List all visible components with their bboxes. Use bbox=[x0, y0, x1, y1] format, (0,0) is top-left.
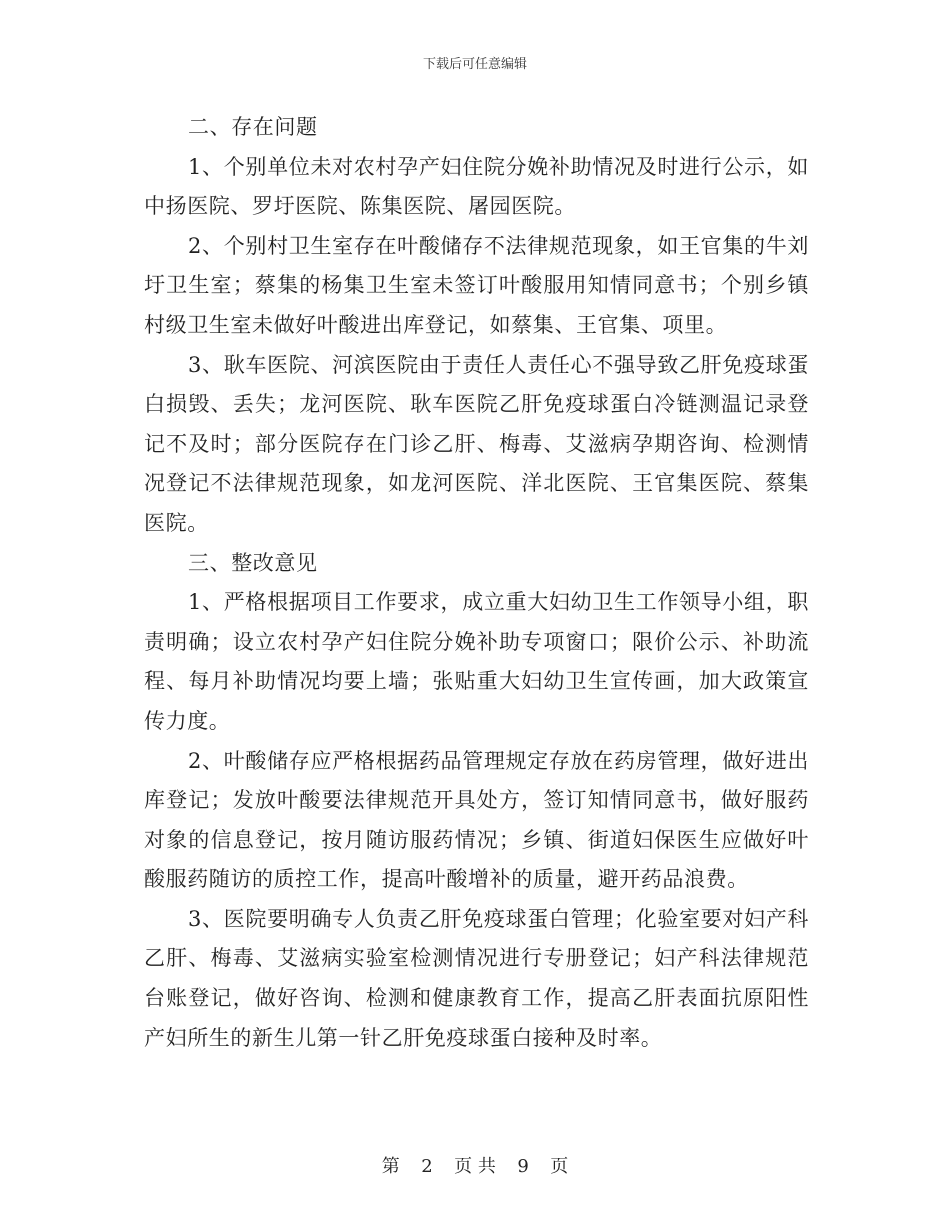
paragraph: 1、严格根据项目工作要求，成立重大妇幼卫生工作领导小组，职责明确；设立农村孕产妇住院分娩补助专项窗口；限价公示、补助流程、每月补助情况均要上墙；张贴重大妇幼卫生宣传画，加大政策宣传力度。 bbox=[144, 590, 809, 733]
footer-suffix: 页 bbox=[550, 1156, 569, 1177]
section-heading-rectification: 三、整改意见 bbox=[188, 550, 318, 575]
current-page-number: 2 bbox=[421, 1156, 433, 1177]
page-footer bbox=[0, 1152, 950, 1178]
footer-prefix: 第 bbox=[381, 1156, 400, 1177]
paragraph: 2、叶酸储存应严格根据药品管理规定存放在药房管理，做好进出库登记；发放叶酸要法律规范开具处方，签订知情同意书，做好服药对象的信息登记，按月随访服药情况；乡镇、街道妇保医生应做好叶酸服药随访的质控工作，提高叶酸增补的质量，避开药品浪费。 bbox=[144, 748, 809, 892]
paragraph: 3、医院要明确专人负责乙肝免疫球蛋白管理；化验室要对妇产科乙肝、梅毒、艾滋病实验室检测情况进行专册登记；妇产科法律规范台账登记，做好咨询、检测和健康教育工作，提高乙肝表面抗原阳性产妇所生的新生儿第一针乙肝免疫球蛋白接种及时率。 bbox=[144, 906, 809, 1050]
paragraph: 3、耿车医院、河滨医院由于责任人责任心不强导致乙肝免疫球蛋白损毁、丢失；龙河医院、耿车医院乙肝免疫球蛋白冷链测温记录登记不及时；部分医院存在门诊乙肝、梅毒、艾滋病孕期咨询、检测情况登记不法律规范现象，如龙河医院、洋北医院、王官集医院、蔡集医院。 bbox=[144, 352, 809, 535]
document-body bbox=[144, 108, 809, 1058]
paragraph: 1、个别单位未对农村孕产妇住院分娩补助情况及时进行公示，如中扬医院、罗圩医院、陈集医院、屠园医院。 bbox=[144, 154, 809, 219]
footer-middle: 页 共 bbox=[454, 1156, 496, 1177]
section-heading-problems: 二、存在问题 bbox=[188, 115, 318, 139]
total-pages-number: 9 bbox=[517, 1156, 529, 1177]
page-header: 下载后可任意编辑 bbox=[422, 57, 527, 72]
paragraph: 2、个别村卫生室存在叶酸储存不法律规范现象，如王官集的牛刘圩卫生室；蔡集的杨集卫生室未签订叶酸服用知情同意书；个别乡镇村级卫生室未做好叶酸进出库登记，如蔡集、王官集、项里。 bbox=[144, 233, 809, 337]
